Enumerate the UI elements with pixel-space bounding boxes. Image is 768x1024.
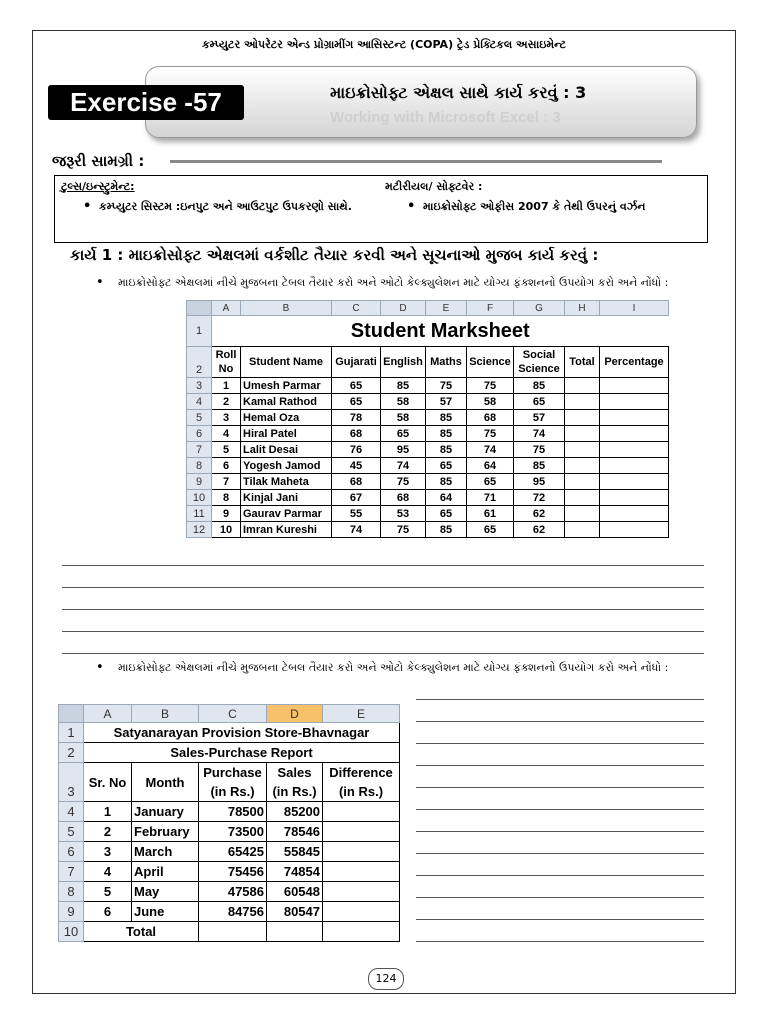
select-all-corner[interactable]: [187, 301, 212, 316]
header-month[interactable]: Month: [132, 763, 199, 802]
gujarati-cell[interactable]: 68: [332, 474, 381, 490]
maths-cell[interactable]: 85: [426, 410, 467, 426]
table-row: [187, 394, 669, 410]
gujarati-cell[interactable]: 65: [332, 378, 381, 394]
page-number: 124: [368, 968, 404, 990]
table-row: [59, 822, 400, 842]
sales-purchase-table: [58, 704, 400, 942]
writing-line: [416, 809, 704, 810]
row-header[interactable]: 5: [59, 822, 84, 842]
month-cell[interactable]: May: [132, 882, 199, 902]
col-header-b[interactable]: B: [132, 705, 199, 723]
english-cell[interactable]: 68: [381, 490, 426, 506]
month-cell[interactable]: April: [132, 862, 199, 882]
percentage-cell[interactable]: [600, 458, 669, 474]
total-row: [59, 922, 400, 942]
col-header-h[interactable]: H: [565, 301, 600, 316]
total-cell[interactable]: [565, 394, 600, 410]
row-header[interactable]: 2: [187, 347, 212, 378]
social-cell[interactable]: 72: [514, 490, 565, 506]
social-cell[interactable]: 62: [514, 522, 565, 538]
month-cell[interactable]: June: [132, 902, 199, 922]
name-cell[interactable]: Yogesh Jamod: [241, 458, 332, 474]
maths-cell[interactable]: 75: [426, 378, 467, 394]
select-all-corner[interactable]: [59, 705, 84, 723]
social-cell[interactable]: 95: [514, 474, 565, 490]
percentage-cell[interactable]: [600, 506, 669, 522]
store-title[interactable]: Satyanarayan Provision Store-Bhavnagar: [84, 723, 400, 743]
maths-cell[interactable]: 64: [426, 490, 467, 506]
name-cell[interactable]: Hiral Patel: [241, 426, 332, 442]
task2-instruction-block: [96, 659, 698, 677]
column-header-row: [187, 301, 669, 316]
writing-line: [416, 853, 704, 854]
column-header-row: [59, 705, 400, 723]
marksheet-title[interactable]: Student Marksheet: [350, 319, 530, 342]
col-header-c[interactable]: C: [332, 301, 381, 316]
tools-heading: ટુલ્સ/ઇન્સ્ટ્રુમેન્ટ:: [61, 180, 135, 193]
table-row: [187, 490, 669, 506]
writing-line: [416, 941, 704, 942]
requirements-heading: જરૂરી સામગ્રી :: [52, 152, 145, 170]
science-cell[interactable]: 74: [467, 442, 514, 458]
materials-column: [385, 180, 705, 216]
row-header[interactable]: 7: [59, 862, 84, 882]
requirements-box: [54, 175, 708, 243]
percentage-cell[interactable]: [600, 410, 669, 426]
sr-cell[interactable]: 3: [84, 842, 132, 862]
sales-cell[interactable]: 74854: [267, 862, 323, 882]
purchase-cell[interactable]: 75456: [199, 862, 267, 882]
percentage-cell[interactable]: [600, 426, 669, 442]
sales-total-cell[interactable]: [267, 922, 323, 942]
col-header-a[interactable]: A: [212, 301, 241, 316]
roll-cell[interactable]: 6: [212, 458, 241, 474]
science-cell[interactable]: 61: [467, 506, 514, 522]
writing-line: [62, 587, 704, 588]
name-cell[interactable]: Umesh Parmar: [241, 378, 332, 394]
row-header[interactable]: 8: [59, 882, 84, 902]
header-social-science[interactable]: Social Science: [514, 347, 565, 378]
writing-line: [416, 765, 704, 766]
title-row: [187, 316, 669, 347]
english-cell[interactable]: 74: [381, 458, 426, 474]
purchase-cell[interactable]: 78500: [199, 802, 267, 822]
month-cell[interactable]: January: [132, 802, 199, 822]
report-subtitle[interactable]: Sales-Purchase Report: [84, 743, 400, 763]
english-cell[interactable]: 75: [381, 474, 426, 490]
writing-line: [416, 875, 704, 876]
writing-line: [62, 631, 704, 632]
purchase-cell[interactable]: 47586: [199, 882, 267, 902]
roll-cell[interactable]: 1: [212, 378, 241, 394]
science-cell[interactable]: 65: [467, 474, 514, 490]
gujarati-cell[interactable]: 74: [332, 522, 381, 538]
table-row: [187, 426, 669, 442]
row-header[interactable]: 1: [59, 723, 84, 743]
header-student-name[interactable]: Student Name: [241, 347, 332, 378]
science-cell[interactable]: 58: [467, 394, 514, 410]
writing-line: [416, 721, 704, 722]
roll-cell[interactable]: 4: [212, 426, 241, 442]
row-header[interactable]: 6: [187, 426, 212, 442]
table-row: [187, 378, 669, 394]
roll-cell[interactable]: 7: [212, 474, 241, 490]
sales-cell[interactable]: 60548: [267, 882, 323, 902]
sales-cell[interactable]: 55845: [267, 842, 323, 862]
writing-line: [62, 609, 704, 610]
percentage-cell[interactable]: [600, 474, 669, 490]
name-cell[interactable]: Tilak Maheta: [241, 474, 332, 490]
purchase-cell[interactable]: 65425: [199, 842, 267, 862]
sr-cell[interactable]: 6: [84, 902, 132, 922]
header-sr-no[interactable]: Sr. No: [84, 763, 132, 802]
row-header[interactable]: 4: [187, 394, 212, 410]
roll-cell[interactable]: 2: [212, 394, 241, 410]
table-row: [59, 862, 400, 882]
col-header-b[interactable]: B: [241, 301, 332, 316]
exercise-label: Exercise -57: [48, 85, 244, 120]
col-header-a[interactable]: A: [84, 705, 132, 723]
english-cell[interactable]: 53: [381, 506, 426, 522]
purchase-cell[interactable]: 73500: [199, 822, 267, 842]
table-row: [59, 902, 400, 922]
maths-cell[interactable]: 85: [426, 522, 467, 538]
gujarati-cell[interactable]: 67: [332, 490, 381, 506]
total-cell[interactable]: [565, 426, 600, 442]
science-cell[interactable]: 75: [467, 378, 514, 394]
total-cell[interactable]: [565, 458, 600, 474]
sales-cell[interactable]: 85200: [267, 802, 323, 822]
percentage-cell[interactable]: [600, 442, 669, 458]
gujarati-cell[interactable]: 45: [332, 458, 381, 474]
roll-cell[interactable]: 10: [212, 522, 241, 538]
student-marksheet-table: [186, 300, 669, 538]
writing-line: [416, 787, 704, 788]
exercise-title-gujarati: માઇક્રોસોફ્ટ એક્ષલ સાથે કાર્ય કરવું : 3: [330, 83, 587, 102]
gujarati-cell[interactable]: 76: [332, 442, 381, 458]
sales-cell[interactable]: 80547: [267, 902, 323, 922]
social-cell[interactable]: 65: [514, 394, 565, 410]
table-row: [59, 882, 400, 902]
total-label[interactable]: Total: [84, 922, 199, 942]
science-cell[interactable]: 68: [467, 410, 514, 426]
difference-cell[interactable]: [323, 842, 400, 862]
task1-instruction: માઇક્રોસોફ્ટ એક્ષલમાં નીચે મુજબના ટેબલ તૈયાર કરો અને ઓટો કેલ્ક્યુલેશન માટે યોગ્ય ફંક્શનનો ઉપયોગ કરો અને નોંધો :: [118, 276, 669, 289]
row-header[interactable]: 3: [187, 378, 212, 394]
english-cell[interactable]: 95: [381, 442, 426, 458]
subtitle-row: [59, 743, 400, 763]
header-row: [59, 763, 400, 802]
maths-cell[interactable]: 57: [426, 394, 467, 410]
social-cell[interactable]: 62: [514, 506, 565, 522]
english-cell[interactable]: 58: [381, 394, 426, 410]
maths-cell[interactable]: 85: [426, 442, 467, 458]
writing-line: [416, 897, 704, 898]
sales-cell[interactable]: 78546: [267, 822, 323, 842]
header-maths[interactable]: Maths: [426, 347, 467, 378]
table-row: [187, 410, 669, 426]
writing-line: [416, 919, 704, 920]
social-cell[interactable]: 85: [514, 458, 565, 474]
social-cell[interactable]: 57: [514, 410, 565, 426]
writing-line: [62, 565, 704, 566]
english-cell[interactable]: 65: [381, 426, 426, 442]
tools-column: [61, 180, 361, 216]
heading-rule: [170, 160, 662, 163]
total-cell[interactable]: [565, 474, 600, 490]
row-header[interactable]: 11: [187, 506, 212, 522]
row-header[interactable]: 4: [59, 802, 84, 822]
total-cell[interactable]: [565, 490, 600, 506]
gujarati-cell[interactable]: 65: [332, 394, 381, 410]
row-header[interactable]: 2: [59, 743, 84, 763]
bullet-icon: •: [96, 660, 104, 675]
gujarati-cell[interactable]: 78: [332, 410, 381, 426]
purchase-total-cell[interactable]: [199, 922, 267, 942]
col-header-c[interactable]: C: [199, 705, 267, 723]
col-header-e[interactable]: E: [426, 301, 467, 316]
table-row: [187, 442, 669, 458]
task1-heading: કાર્ય 1 : માઇક્રોસોફ્ટ એક્ષલમાં વર્કશીટ તૈયાર કરવી અને સૂચનાઓ મુજબ કાર્ય કરવું :: [70, 246, 599, 264]
writing-line: [416, 743, 704, 744]
row-header[interactable]: 8: [187, 458, 212, 474]
sr-cell[interactable]: 5: [84, 882, 132, 902]
roll-cell[interactable]: 9: [212, 506, 241, 522]
row-header[interactable]: 5: [187, 410, 212, 426]
science-cell[interactable]: 65: [467, 522, 514, 538]
row-header[interactable]: 12: [187, 522, 212, 538]
maths-cell[interactable]: 85: [426, 474, 467, 490]
science-cell[interactable]: 64: [467, 458, 514, 474]
writing-line: [62, 653, 704, 654]
col-header-d[interactable]: D: [381, 301, 426, 316]
col-header-g[interactable]: G: [514, 301, 565, 316]
name-cell[interactable]: Gaurav Parmar: [241, 506, 332, 522]
row-header[interactable]: 10: [59, 922, 84, 942]
header-science[interactable]: Science: [467, 347, 514, 378]
task1-instruction-block: [96, 274, 698, 292]
name-cell[interactable]: Hemal Oza: [241, 410, 332, 426]
row-header[interactable]: 9: [59, 902, 84, 922]
row-header[interactable]: 10: [187, 490, 212, 506]
total-cell[interactable]: [565, 378, 600, 394]
table-row: [187, 458, 669, 474]
total-cell[interactable]: [565, 442, 600, 458]
gujarati-cell[interactable]: 55: [332, 506, 381, 522]
percentage-cell[interactable]: [600, 378, 669, 394]
header-total[interactable]: Total: [565, 347, 600, 378]
english-cell[interactable]: 75: [381, 522, 426, 538]
percentage-cell[interactable]: [600, 522, 669, 538]
title-row: [59, 723, 400, 743]
roll-cell[interactable]: 8: [212, 490, 241, 506]
table-row: [187, 522, 669, 538]
english-cell[interactable]: 58: [381, 410, 426, 426]
sr-cell[interactable]: 4: [84, 862, 132, 882]
difference-cell[interactable]: [323, 882, 400, 902]
maths-cell[interactable]: 85: [426, 426, 467, 442]
difference-total-cell[interactable]: [323, 922, 400, 942]
name-cell[interactable]: Kinjal Jani: [241, 490, 332, 506]
header-roll-no[interactable]: Roll No: [212, 347, 241, 378]
percentage-cell[interactable]: [600, 490, 669, 506]
percentage-cell[interactable]: [600, 394, 669, 410]
writing-line: [416, 831, 704, 832]
english-cell[interactable]: 85: [381, 378, 426, 394]
row-header[interactable]: 6: [59, 842, 84, 862]
writing-line: [416, 699, 704, 700]
table-row: [187, 506, 669, 522]
month-cell[interactable]: March: [132, 842, 199, 862]
exercise-title-english: Working with Microsoft Excel : 3: [330, 109, 561, 126]
header-sales[interactable]: Sales (in Rs.): [267, 763, 323, 802]
table-row: [59, 842, 400, 862]
row-header[interactable]: 9: [187, 474, 212, 490]
gujarati-cell[interactable]: 68: [332, 426, 381, 442]
name-cell[interactable]: Lalit Desai: [241, 442, 332, 458]
difference-cell[interactable]: [323, 902, 400, 922]
col-header-d-selected[interactable]: D: [267, 705, 323, 723]
maths-cell[interactable]: 65: [426, 458, 467, 474]
row-header[interactable]: 7: [187, 442, 212, 458]
month-cell[interactable]: February: [132, 822, 199, 842]
maths-cell[interactable]: 65: [426, 506, 467, 522]
header-english[interactable]: English: [381, 347, 426, 378]
page-header: કમ્પ્યુટર ઓપરેટર એન્ડ પ્રોગ્રામીંગ આસિસ્ટન્ટ (COPA) ટ્રેડ પ્રેક્ટિકલ અસાઇમેન્ટ: [201, 38, 567, 51]
header-purchase[interactable]: Purchase (in Rs.): [199, 763, 267, 802]
tools-item: • કમ્પ્યુટર સિસ્ટમ :ઇનપુટ અને આઉટપુટ ઉપકરણો સાથે.: [61, 198, 361, 216]
materials-heading: મટીરીયલ/ સોફ્ટવેર :: [385, 180, 483, 193]
name-cell[interactable]: Kamal Rathod: [241, 394, 332, 410]
purchase-cell[interactable]: 84756: [199, 902, 267, 922]
col-header-i[interactable]: I: [600, 301, 669, 316]
roll-cell[interactable]: 3: [212, 410, 241, 426]
bullet-icon: •: [96, 275, 104, 290]
social-cell[interactable]: 85: [514, 378, 565, 394]
header-gujarati[interactable]: Gujarati: [332, 347, 381, 378]
difference-cell[interactable]: [323, 802, 400, 822]
social-cell[interactable]: 75: [514, 442, 565, 458]
header-row: [187, 347, 669, 378]
social-cell[interactable]: 74: [514, 426, 565, 442]
header-percentage[interactable]: Percentage: [600, 347, 669, 378]
roll-cell[interactable]: 5: [212, 442, 241, 458]
header-difference[interactable]: Difference (in Rs.): [323, 763, 400, 802]
materials-item: • માઇક્રોસોફ્ટ ઓફીસ 2007 કે તેથી ઉપરનું વર્ઝન: [385, 198, 705, 216]
total-cell[interactable]: [565, 522, 600, 538]
col-header-f[interactable]: F: [467, 301, 514, 316]
sr-cell[interactable]: 2: [84, 822, 132, 842]
total-cell[interactable]: [565, 410, 600, 426]
science-cell[interactable]: 71: [467, 490, 514, 506]
difference-cell[interactable]: [323, 862, 400, 882]
difference-cell[interactable]: [323, 822, 400, 842]
total-cell[interactable]: [565, 506, 600, 522]
col-header-e[interactable]: E: [323, 705, 400, 723]
task2-instruction: માઇક્રોસોફ્ટ એક્ષલમાં નીચે મુજબના ટેબલ તૈયાર કરો અને ઓટો કેલ્ક્યુલેશન માટે યોગ્ય ફંક્શનનો ઉપયોગ કરો અને નોંધો :: [118, 661, 669, 674]
science-cell[interactable]: 75: [467, 426, 514, 442]
sr-cell[interactable]: 1: [84, 802, 132, 822]
row-header[interactable]: 3: [59, 763, 84, 802]
table-row: [187, 474, 669, 490]
table-row: [59, 802, 400, 822]
row-header[interactable]: 1: [187, 316, 212, 347]
name-cell[interactable]: Imran Kureshi: [241, 522, 332, 538]
